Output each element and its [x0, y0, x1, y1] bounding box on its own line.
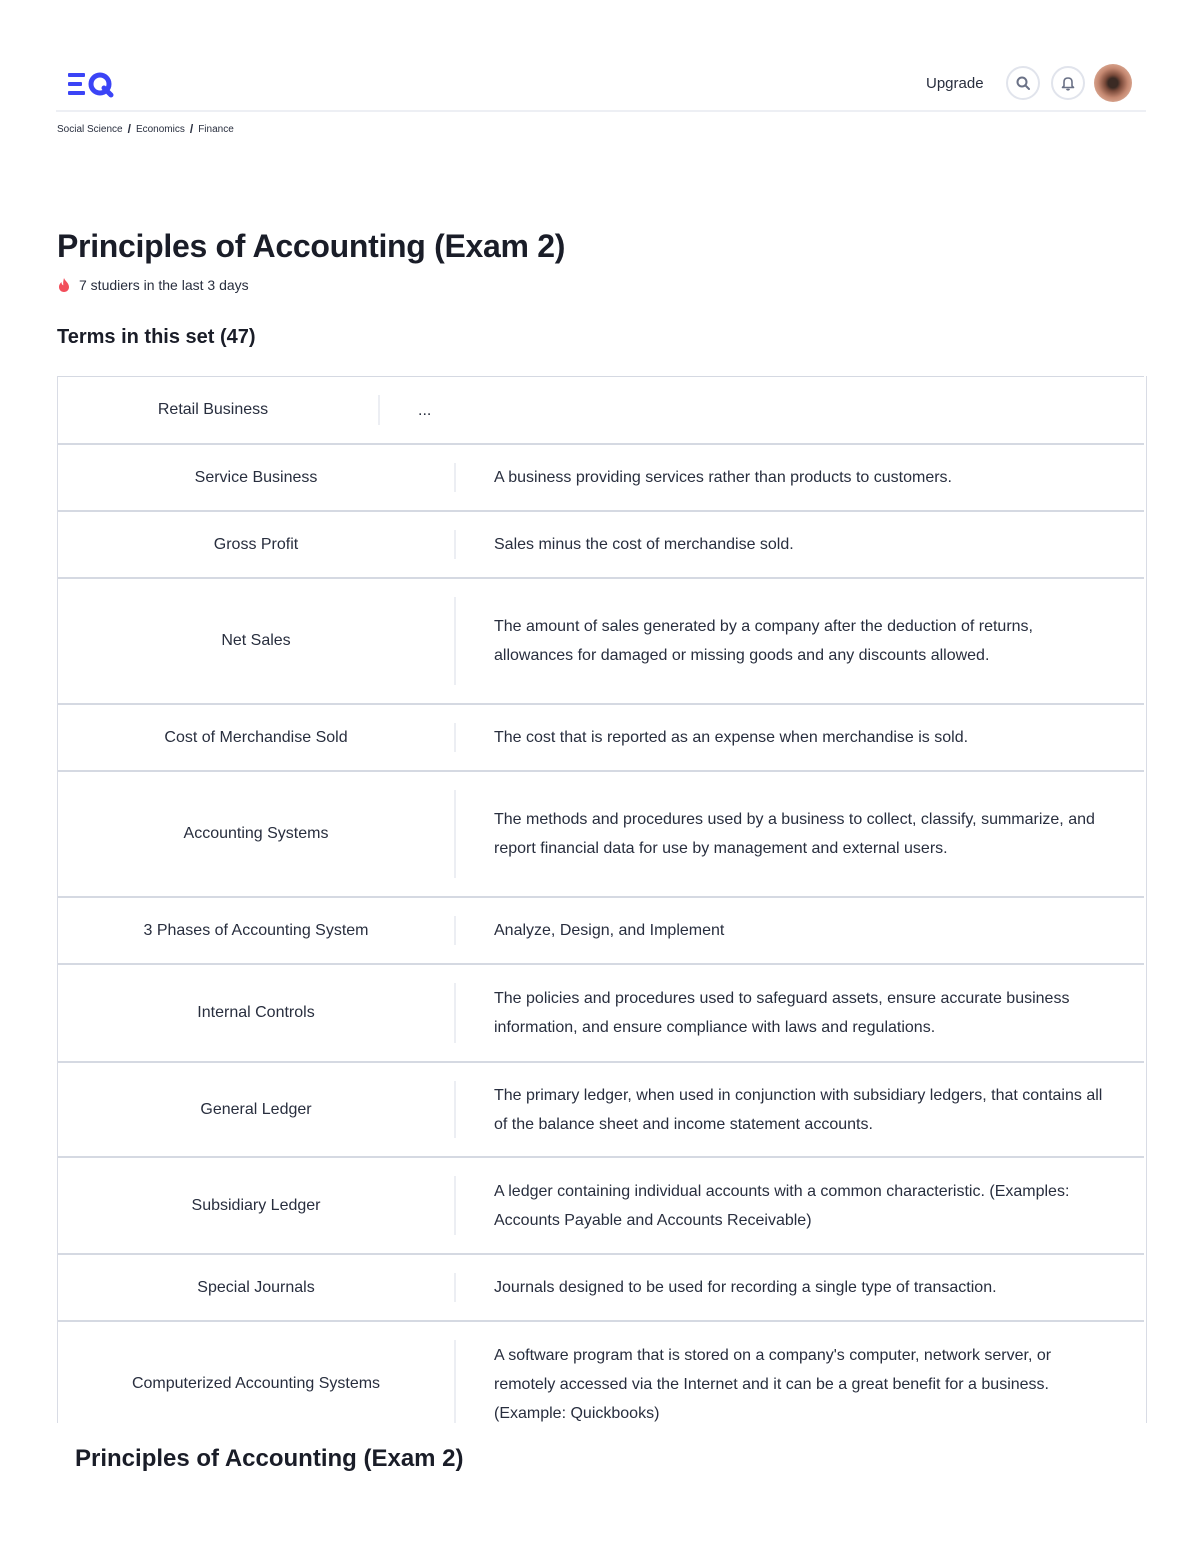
- notifications-button[interactable]: [1051, 66, 1085, 100]
- table-row[interactable]: [58, 1320, 1144, 1423]
- page-title: Principles of Accounting (Exam 2): [57, 228, 566, 264]
- definition-cell: Analyze, Design, and Implement: [494, 922, 725, 939]
- table-row[interactable]: [58, 703, 1144, 770]
- table-row[interactable]: [58, 1156, 1144, 1253]
- breadcrumb-separator-icon: /: [189, 122, 194, 136]
- definition-cell: The primary ledger, when used in conjunction with subsidiary ledgers, that contains all of the balance sheet and income statement accounts.: [494, 1086, 1103, 1133]
- term-cell: 3 Phases of Accounting System: [143, 921, 369, 939]
- definition-cell: Journals designed to be used for recording a single type of transaction.: [494, 1279, 997, 1296]
- search-button[interactable]: [1006, 66, 1040, 100]
- breadcrumb-separator-icon: /: [127, 122, 131, 136]
- eq-logo-icon[interactable]: [68, 70, 114, 98]
- terms-table: [57, 376, 1147, 1423]
- search-icon: [1015, 75, 1031, 91]
- definition-cell: The amount of sales generated by a company after the deduction of returns, allowances for damaged or missing goods and any discounts allowed.: [494, 618, 1033, 664]
- definition-cell: ...: [418, 401, 432, 419]
- term-cell: Net Sales: [221, 632, 291, 649]
- term-cell: Internal Controls: [197, 1004, 315, 1021]
- table-row[interactable]: [58, 1061, 1144, 1156]
- flame-icon: [57, 277, 71, 293]
- studiers-info: [57, 277, 249, 293]
- table-row[interactable]: [58, 1253, 1144, 1320]
- term-cell: Gross Profit: [213, 535, 299, 553]
- table-row[interactable]: [58, 510, 1144, 577]
- breadcrumb: [57, 122, 234, 136]
- definition-cell: The policies and procedures used to safeguard assets, ensure accurate business information, and ensure compliance with laws and regulations.: [494, 990, 1070, 1036]
- table-row[interactable]: [58, 443, 1144, 510]
- definition-cell: A business providing services rather than products to customers.: [494, 469, 952, 486]
- term-cell: Retail Business: [157, 401, 269, 418]
- term-cell: Subsidiary Ledger: [191, 1196, 321, 1214]
- definition-cell: Sales minus the cost of merchandise sold.: [494, 536, 794, 553]
- term-cell: Service Business: [194, 468, 318, 486]
- terms-heading: Terms in this set (47): [57, 326, 256, 348]
- definition-cell: The cost that is reported as an expense when merchandise is sold.: [494, 729, 969, 746]
- term-cell: Special Journals: [197, 1278, 315, 1296]
- table-row[interactable]: [58, 376, 1144, 443]
- user-avatar[interactable]: [1094, 64, 1132, 102]
- table-row[interactable]: [58, 577, 1144, 703]
- bell-icon: [1060, 75, 1076, 91]
- term-cell: Computerized Accounting Systems: [131, 1375, 381, 1392]
- breadcrumb-item-social-science[interactable]: Social Science: [57, 123, 123, 135]
- term-cell: Accounting Systems: [183, 825, 329, 842]
- breadcrumb-item-economics[interactable]: Economics: [135, 123, 185, 135]
- term-cell: Cost of Merchandise Sold: [164, 728, 348, 746]
- definition-cell: A ledger containing individual accounts with a common characteristic. (Examples: Accounts Payable and Accounts Receivable): [494, 1182, 1070, 1229]
- breadcrumb-item-finance[interactable]: Finance: [198, 123, 234, 135]
- top-nav: [56, 62, 1146, 112]
- definition-cell: A software program that is stored on a company's computer, network server, or remotely accessed via the Internet and it can be a great benefit for a business. (Example: Quickbooks): [494, 1346, 1052, 1422]
- table-row[interactable]: [58, 963, 1144, 1061]
- table-row[interactable]: [58, 896, 1144, 963]
- table-row[interactable]: [58, 770, 1144, 896]
- definition-cell: The methods and procedures used by a business to collect, classify, summarize, and report financial data for use by management and external users.: [494, 811, 1095, 857]
- upgrade-link[interactable]: Upgrade: [926, 75, 984, 92]
- footer-title: Principles of Accounting (Exam 2): [75, 1445, 464, 1472]
- studiers-count: 7 studiers in the last 3 days: [79, 277, 249, 293]
- term-cell: General Ledger: [200, 1100, 312, 1118]
